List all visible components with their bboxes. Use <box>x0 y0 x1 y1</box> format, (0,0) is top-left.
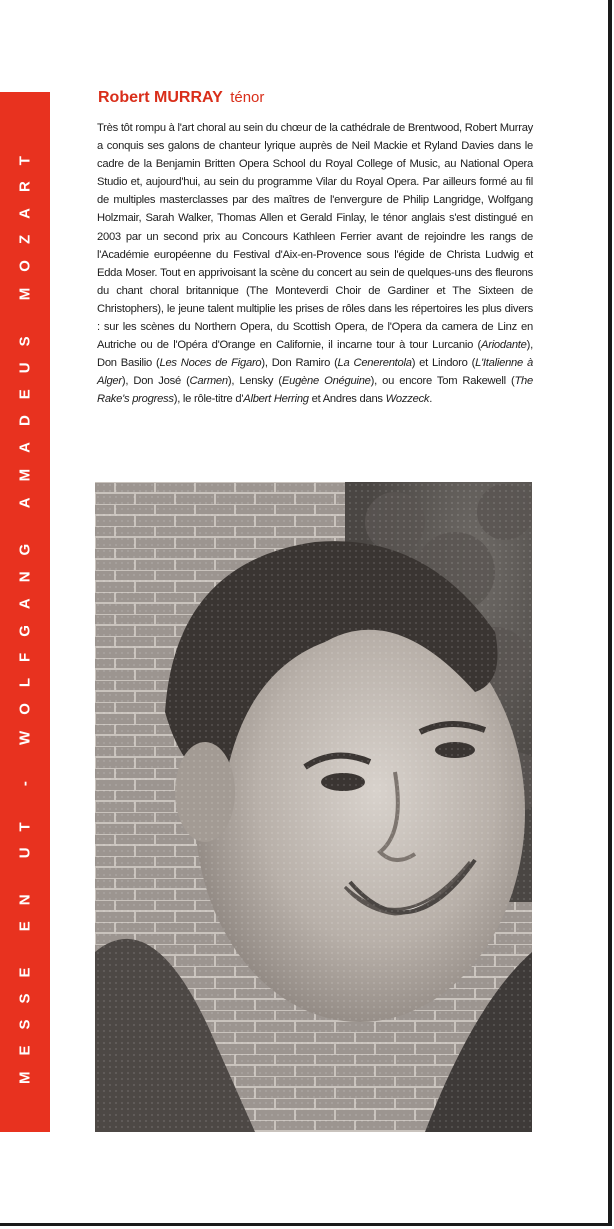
bio-text-2: ), Don Basilio ( <box>97 339 533 370</box>
side-title-text: MESSE EN UT - WOLFGANG AMADEUS MOZART <box>16 140 34 1084</box>
bio-text-3: ), Don Ramiro ( <box>261 357 338 370</box>
work-title: Albert Herring <box>243 393 309 406</box>
bio-text-8: ), le rôle-titre d' <box>173 393 244 406</box>
work-title: The Rake's progress <box>97 375 533 406</box>
work-title: L'Italienne à Alger <box>97 357 533 388</box>
work-title: Eugène Onéguine <box>281 375 371 388</box>
portrait-photo <box>95 482 532 1132</box>
work-title: Wozzeck <box>385 393 430 406</box>
bio-text-4: ) et Lindoro ( <box>411 357 476 370</box>
performer-heading <box>98 89 264 107</box>
bio-text-9: et Andres dans <box>308 393 386 406</box>
performer-role: ténor <box>230 89 265 106</box>
work-title: Ariodante <box>481 339 527 352</box>
bio-text-7: ), ou encore Tom Rakewell ( <box>370 375 515 388</box>
biography-text <box>97 119 533 409</box>
bio-text-1: Très tôt rompu à l'art choral au sein du chœur de la cathédrale de Brentwood, Robert Murray a conquis ses galons de chanteur lyrique auprès de Neil Mackie et Ryland Davies dans le cadre de la Benjamin Britten Opera School du Royal College of Music, au National Opera Studio et, aujourd'hui, au sein du programme Vilar du Royal Opera. Par ailleurs formé au fil de multiples masterclasses par des maîtres de l'envergure de Philip Langridge, Wolfgang Holzmair, Sarah Walker, Thomas Allen et Gerald Finlay, le ténor anglais s'est distingué en 2003 par un second prix au Concours Kathleen Ferrier avant de rejoindre les rangs de l'Académie européenne du Festival d'Aix-en-Provence sous l'égide de Christa Ludwig et Edda Moser. Tout en apprivoisant la scène du concert au sein de quelques-uns des fleurons du chant choral britannique (The Monteverdi Choir de Gardiner et The Sixteen de Christophers), le jeune talent multiplie les prises de rôles dans les répertoires les plus divers : sur les scènes du Northern Opera, du Scottish Opera, de l'Opera da camera de Linz en Autriche ou de l'Opéra d'Orange en Californie, il incarne tour à tour Lurcanio ( <box>97 122 534 352</box>
bio-text-6: ), Lensky ( <box>227 375 282 388</box>
work-title: Carmen <box>189 375 228 388</box>
bio-text-10: . <box>429 393 433 406</box>
work-title: La Cenerentola <box>337 357 412 370</box>
work-title: Les Noces de Figaro <box>159 357 262 370</box>
bio-text-5: ), Don José ( <box>121 375 190 388</box>
side-title-band <box>0 92 50 1132</box>
performer-name: Robert MURRAY <box>98 89 223 106</box>
portrait-illustration <box>95 482 532 1132</box>
